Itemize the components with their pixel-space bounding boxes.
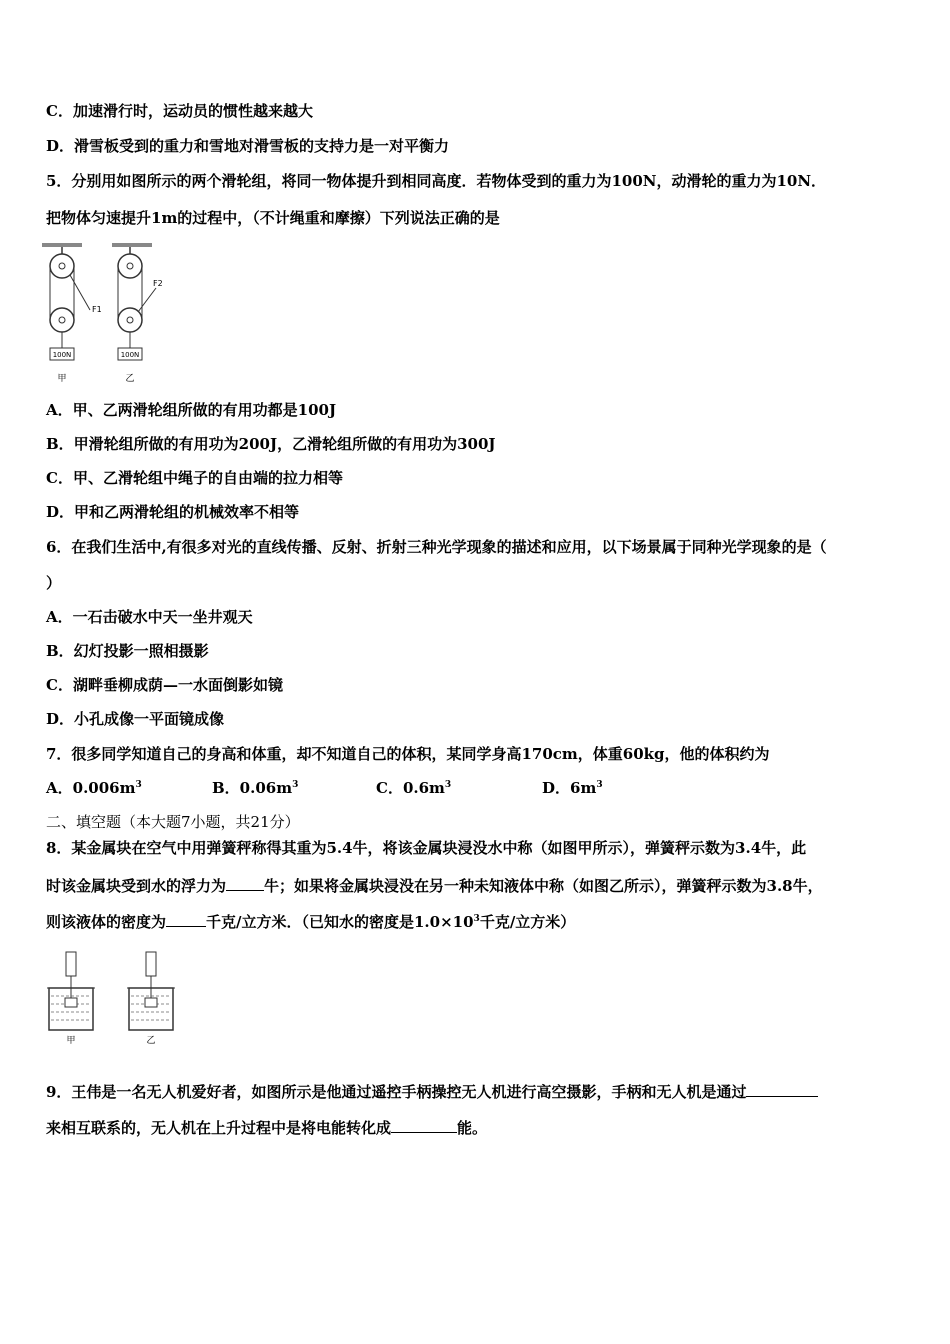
q6-option-b: B．幻灯投影一照相摄影 (46, 642, 209, 660)
q9-blank-1[interactable] (746, 1082, 818, 1097)
load-label-right: 100N (120, 351, 140, 359)
q8-stem-line2: 时该金属块受到水的浮力为 牛；如果将金属块浸没在另一种未知液体中称（如图乙所示），弹簧秤示数为3.8牛， (46, 877, 823, 895)
q6-stem-line2: ） (46, 574, 62, 592)
q5-option-b: B．甲滑轮组所做的有用功为200J，乙滑轮组所做的有用功为300J (46, 435, 496, 453)
q8-stem-line1: 8．某金属块在空气中用弹簧秤称得其重为5.4牛，将该金属块浸没水中称（如图甲所示），弹簧秤示数为3.4牛，此 (46, 839, 807, 857)
q9-stem-line1: 9．王伟是一名无人机爱好者，如图所示是他通过遥控手柄操控无人机进行高空摄影，手柄和无人机是通过 (46, 1082, 818, 1102)
load-label-left: 100N (52, 351, 72, 359)
q8-blank-2[interactable] (166, 912, 206, 927)
q9-blank-2[interactable] (391, 1118, 457, 1133)
spring-scale-diagram (44, 950, 184, 1050)
q5-option-d: D．甲和乙两滑轮组的机械效率不相等 (46, 503, 300, 521)
ceiling-right (112, 243, 152, 247)
q6-option-a: A．一石击破水中天一坐井观天 (46, 608, 253, 626)
q8-stem-line3: 则该液体的密度为 千克/立方米．（已知水的密度是$1.0\times 10^3$千克/立方米） (46, 913, 576, 931)
q5-stem-line2: 把物体匀速提升1m的过程中，（不计绳重和摩擦）下列说法正确的是 (46, 209, 500, 227)
spring-scale-figure (44, 950, 184, 1050)
section-heading: 二、填空题（本大题7小题，共21分） (46, 813, 300, 831)
q6-option-c: C．湖畔垂柳成荫—一水面倒影如镜 (46, 676, 283, 694)
option-c-prev: C．加速滑行时，运动员的惯性越来越大 (46, 102, 313, 120)
q6-stem-line1: 6．在我们生活中,有很多对光的直线传播、反射、折射三种光学现象的描述和应用，以下场景属于同种光学现象的是（ (46, 538, 827, 556)
q7-options (46, 778, 606, 798)
force-label-f2: F2 (153, 279, 163, 288)
pulley-figure (40, 238, 180, 388)
movable-pulley-left (50, 308, 74, 332)
q9-stem-line2: 来相互联系的，无人机在上升过程中是将电能转化成 能。 (46, 1119, 488, 1137)
pulley-diagram (40, 238, 180, 388)
force-label-f1: F1 (92, 305, 102, 314)
q5-option-c: C．甲、乙滑轮组中绳子的自由端的拉力相等 (46, 469, 343, 487)
option-d-prev: D．滑雪板受到的重力和雪地对滑雪板的支持力是一对平衡力 (46, 137, 450, 155)
q7-option-d: D．$6m^3$ (542, 779, 603, 797)
q6-option-d: D．小孔成像一平面镜成像 (46, 710, 225, 728)
spring-scale-right (146, 952, 156, 976)
caption-left: 甲 (57, 374, 67, 384)
fixed-pulley-right (118, 254, 142, 278)
q7-option-c: C．$0.6m^3$ (376, 779, 452, 797)
q5-option-a: A．甲、乙两滑轮组所做的有用功都是100J (46, 401, 337, 419)
ceiling-left (42, 243, 82, 247)
caption-right: 乙 (125, 374, 135, 384)
q7-stem: 7．很多同学知道自己的身高和体重，却不知道自己的体积，某同学身高170cm，体重60kg，他的体积约为 (46, 745, 770, 763)
q7-option-a: A．$0.006m^3$ (46, 779, 142, 797)
spring-scale-left (66, 952, 76, 976)
caption-right-8: 乙 (146, 1036, 156, 1046)
q7-option-b: B．$0.06m^3$ (212, 779, 299, 797)
metal-block-left (65, 998, 77, 1007)
fixed-pulley-left (50, 254, 74, 278)
q8-blank-1[interactable] (226, 876, 264, 891)
metal-block-right (145, 998, 157, 1007)
caption-left-8: 甲 (66, 1036, 76, 1046)
q5-stem-line1: 5．分别用如图所示的两个滑轮组，将同一物体提升到相同高度．若物体受到的重力为100N，动滑轮的重力为10N． (46, 172, 827, 190)
